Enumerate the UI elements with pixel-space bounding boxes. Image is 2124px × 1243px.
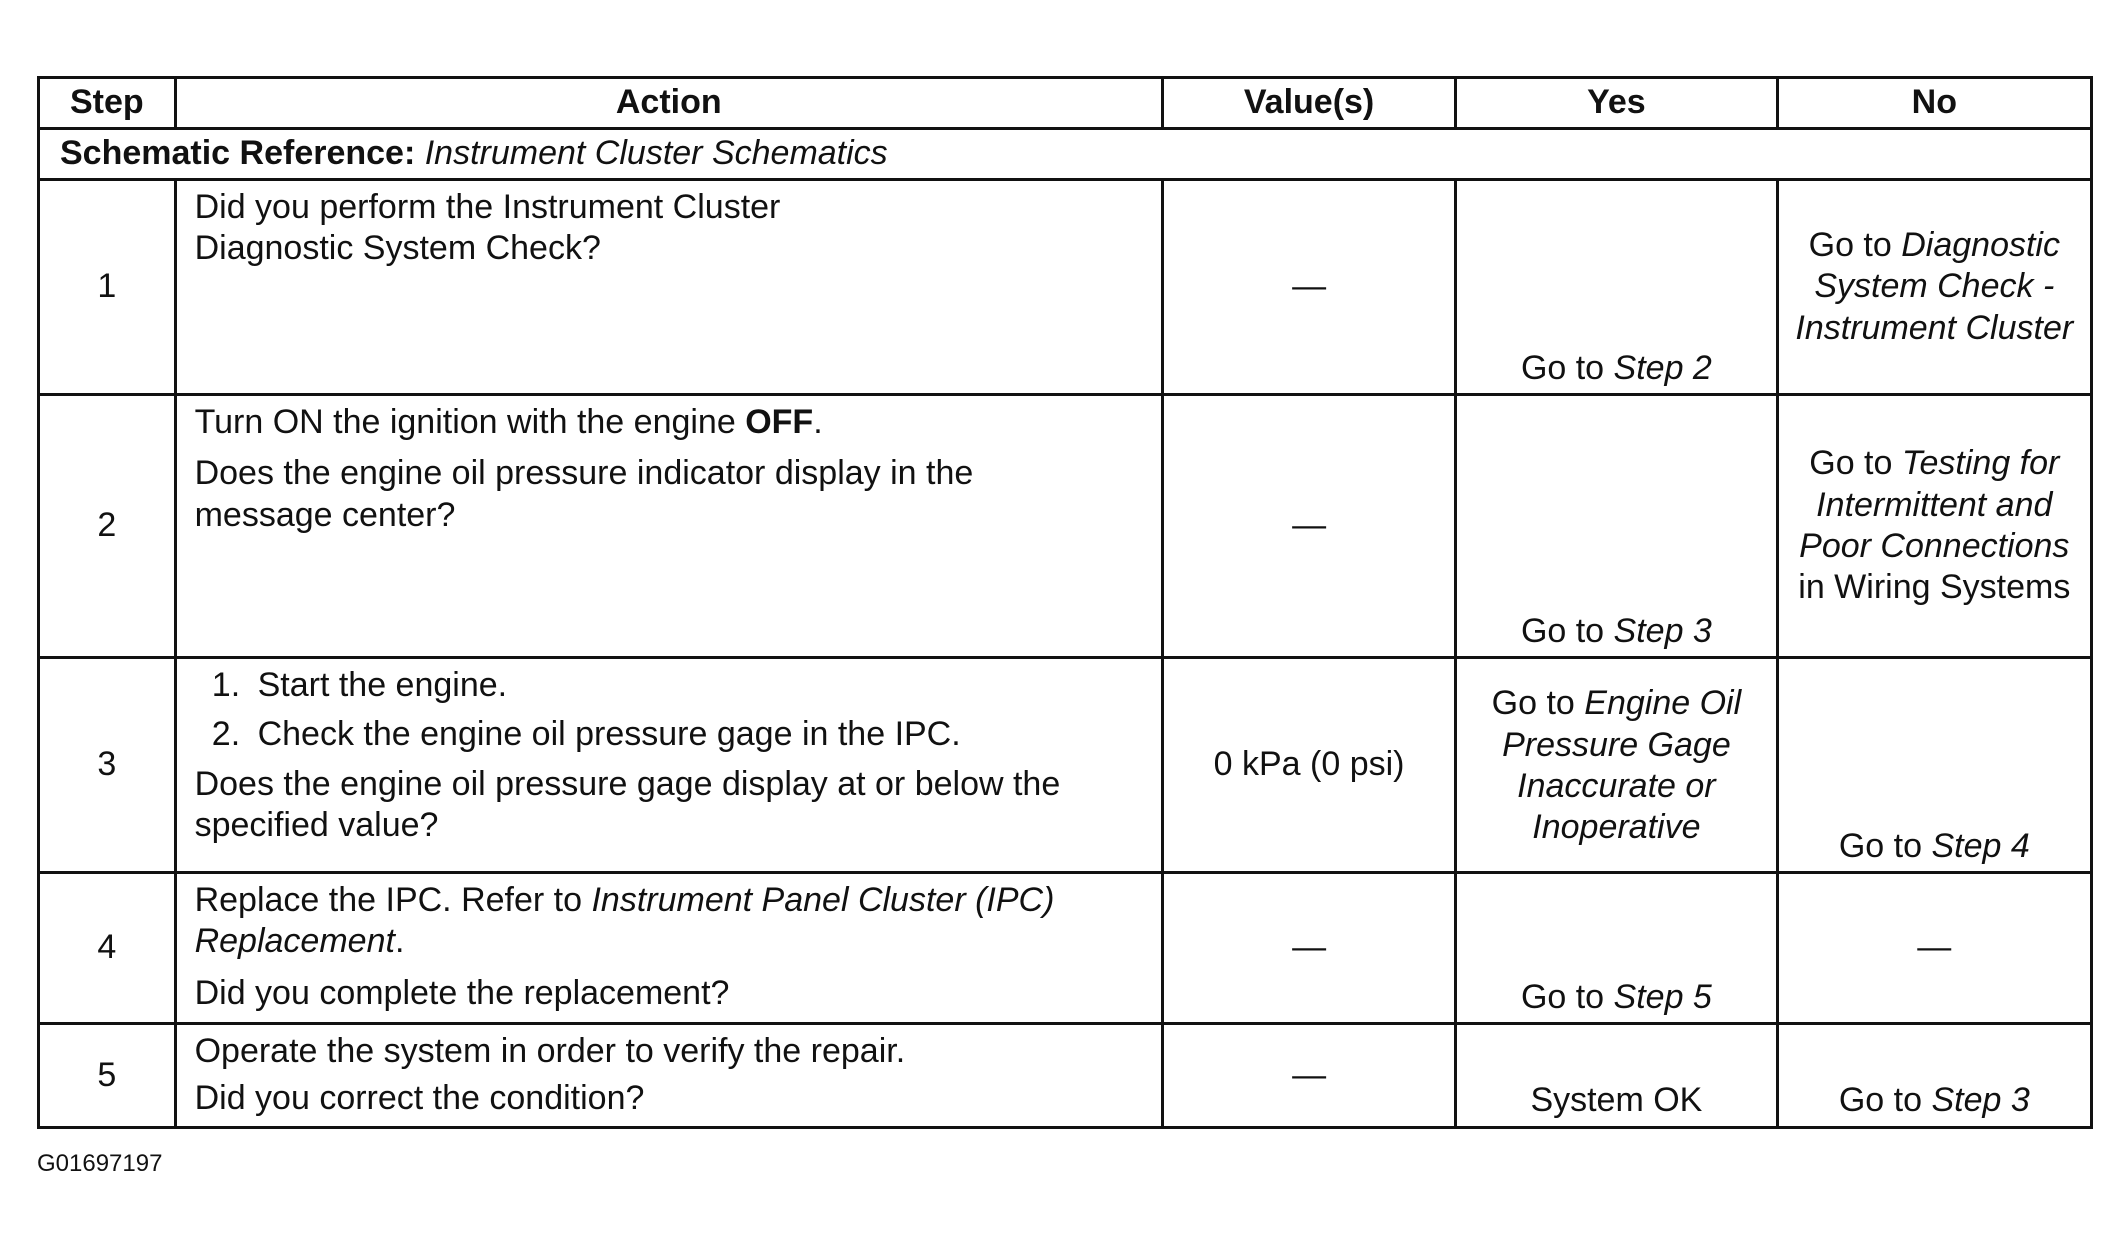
yes-step-link[interactable]: Step 3 <box>1613 611 1712 650</box>
action-line-text: Replace the IPC. Refer to <box>194 881 592 919</box>
no-reference-link[interactable]: Diagnostic System Check - Instrument Cluster <box>1795 225 2074 347</box>
yes-cell <box>1456 658 1777 873</box>
action-line-end: . <box>394 922 405 961</box>
no-suffix: in Wiring Systems <box>1798 568 2071 607</box>
value-text: — <box>1292 1055 1327 1094</box>
table-row <box>39 1024 2092 1128</box>
action-question: Did you complete the replacement? <box>194 973 730 1012</box>
header-row <box>39 78 2092 129</box>
action-cell <box>175 1024 1162 1128</box>
header-yes: Yes <box>1456 78 1777 129</box>
no-cell <box>1777 395 2091 658</box>
schematic-reference-row <box>39 129 2092 180</box>
no-prefix: Go to <box>1838 1081 1932 1120</box>
yes-cell <box>1456 395 1777 658</box>
step-number: 1 <box>39 180 176 395</box>
header-no: No <box>1777 78 2091 129</box>
value-cell <box>1162 873 1455 1024</box>
action-question: Did you correct the condition? <box>194 1079 645 1118</box>
no-value-text: — <box>1917 928 1952 967</box>
action-line <box>195 402 1143 443</box>
no-cell <box>1777 873 2091 1024</box>
action-line-bold: OFF <box>745 403 814 441</box>
table-row <box>39 873 2092 1024</box>
value-text: — <box>1292 506 1327 545</box>
header-action: Action <box>175 78 1162 129</box>
yes-cell <box>1456 180 1777 395</box>
yes-result-text: System OK <box>1530 1081 1703 1120</box>
no-step-link[interactable]: Step 4 <box>1931 826 2030 865</box>
step-number: 4 <box>39 873 176 1024</box>
step-number: 3 <box>39 658 176 873</box>
value-cell <box>1162 1024 1455 1128</box>
step-number: 5 <box>39 1024 176 1128</box>
yes-prefix: Go to <box>1520 611 1614 650</box>
value-cell <box>1162 180 1455 395</box>
yes-step-link[interactable]: Step 2 <box>1613 348 1712 387</box>
value-text: 0 kPa (0 psi) <box>1213 745 1405 784</box>
no-prefix: Go to <box>1838 826 1932 865</box>
yes-reference-link[interactable]: Engine Oil Pressure Gage Inaccurate or Inoperative <box>1502 684 1742 847</box>
action-cell <box>175 180 1162 395</box>
schematic-reference-label: Schematic Reference: <box>60 134 416 173</box>
action-step-list <box>195 665 1143 756</box>
action-cell <box>175 658 1162 873</box>
no-reference-link[interactable]: Testing for Intermittent and Poor Connections <box>1799 444 2070 565</box>
no-prefix: Go to <box>1809 444 1902 483</box>
table-row <box>39 395 2092 658</box>
action-line: Operate the system in order to verify the repair. <box>194 1032 906 1070</box>
no-step-link[interactable]: Step 3 <box>1931 1081 2030 1120</box>
no-cell <box>1777 180 2091 395</box>
yes-step-link[interactable]: Step 5 <box>1613 977 1712 1016</box>
header-step: Step <box>39 78 176 129</box>
action-line-text: Turn ON the ignition with the engine <box>194 403 746 441</box>
yes-prefix: Go to <box>1520 348 1614 387</box>
action-text: Did you perform the Instrument Cluster Diagnostic System Check? <box>194 188 781 268</box>
table-row <box>39 180 2092 395</box>
value-cell <box>1162 658 1455 873</box>
action-cell <box>175 873 1162 1024</box>
no-prefix: Go to <box>1808 225 1902 264</box>
value-cell <box>1162 395 1455 658</box>
schematic-reference <box>39 129 2092 180</box>
diagnostic-table <box>37 76 2093 1129</box>
action-question: Does the engine oil pressure indicator display in the message center? <box>194 454 974 534</box>
action-question: Does the engine oil pressure gage display at or below the specified value? <box>194 764 1061 845</box>
no-cell <box>1777 658 2091 873</box>
action-step-item: 1. Start the engine. <box>250 665 1143 706</box>
figure-code: G01697197 <box>37 1150 163 1177</box>
yes-cell <box>1456 873 1777 1024</box>
yes-prefix: Go to <box>1491 684 1585 723</box>
action-step-item: 2. Check the engine oil pressure gage in the IPC. <box>250 714 1143 755</box>
table-row <box>39 658 2092 873</box>
value-text: — <box>1292 267 1327 306</box>
step-number: 2 <box>39 395 176 658</box>
action-cell <box>175 395 1162 658</box>
no-cell <box>1777 1024 2091 1128</box>
schematic-reference-link[interactable]: Instrument Cluster Schematics <box>424 134 888 173</box>
header-values: Value(s) <box>1162 78 1455 129</box>
action-line <box>195 880 1143 963</box>
yes-cell <box>1456 1024 1777 1128</box>
value-text: — <box>1292 928 1327 967</box>
action-reference-link[interactable]: Instrument Panel Cluster (IPC) Replacement <box>194 881 1055 961</box>
action-line-end: . <box>813 403 823 441</box>
yes-prefix: Go to <box>1520 977 1614 1016</box>
